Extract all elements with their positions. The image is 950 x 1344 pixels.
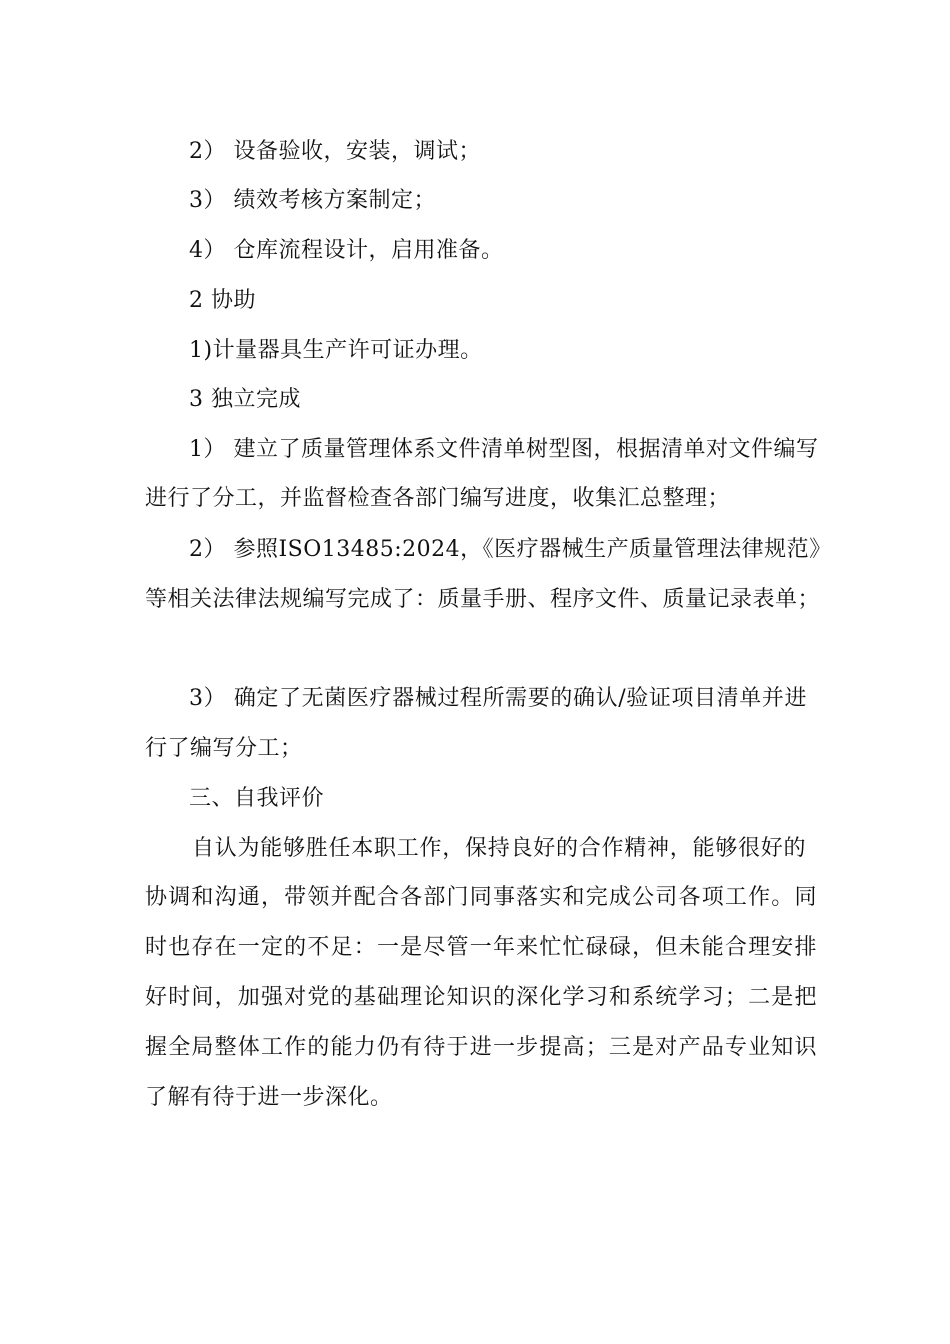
paragraph-line: 2） 参照ISO13485:2024，《医疗器械生产质量管理法律规范》	[189, 537, 832, 562]
paragraph-line: 1） 建立了质量管理体系文件清单树型图，根据清单对文件编写	[189, 437, 819, 462]
paragraph-line: 好时间，加强对党的基础理论知识的深化学习和系统学习；二是把	[145, 985, 817, 1010]
list-item-license: 1)计量器具生产许可证办理。	[189, 338, 483, 363]
section-heading-assist: 2 协助	[189, 288, 256, 313]
paragraph-line: 时也存在一定的不足：一是尽管一年来忙忙碌碌，但未能合理安排	[145, 935, 817, 960]
paragraph-line: 等相关法律法规编写完成了：质量手册、程序文件、质量记录表单；	[145, 587, 821, 612]
paragraph-line: 进行了分工，并监督检查各部门编写进度，收集汇总整理；	[145, 486, 731, 511]
paragraph-line: 握全局整体工作的能力仍有待于进一步提高；三是对产品专业知识	[145, 1035, 817, 1060]
paragraph-line: 行了编写分工；	[145, 736, 303, 761]
list-item-warehouse: 4） 仓库流程设计，启用准备。	[189, 238, 504, 263]
section-heading-self-evaluation: 三、自我评价	[189, 786, 325, 811]
paragraph-line: 了解有待于进一步深化。	[145, 1085, 393, 1110]
paragraph-line: 协调和沟通，带领并配合各部门同事落实和完成公司各项工作。同	[145, 885, 817, 910]
paragraph-line: 3） 确定了无菌医疗器械过程所需要的确认/验证项目清单并进	[189, 686, 807, 711]
list-item-equipment: 2） 设备验收，安装，调试；	[189, 139, 481, 164]
list-item-performance: 3） 绩效考核方案制定；	[189, 188, 436, 213]
section-heading-independent: 3 独立完成	[189, 387, 301, 412]
paragraph-line: 自认为能够胜任本职工作，保持良好的合作精神，能够很好的	[192, 836, 806, 861]
